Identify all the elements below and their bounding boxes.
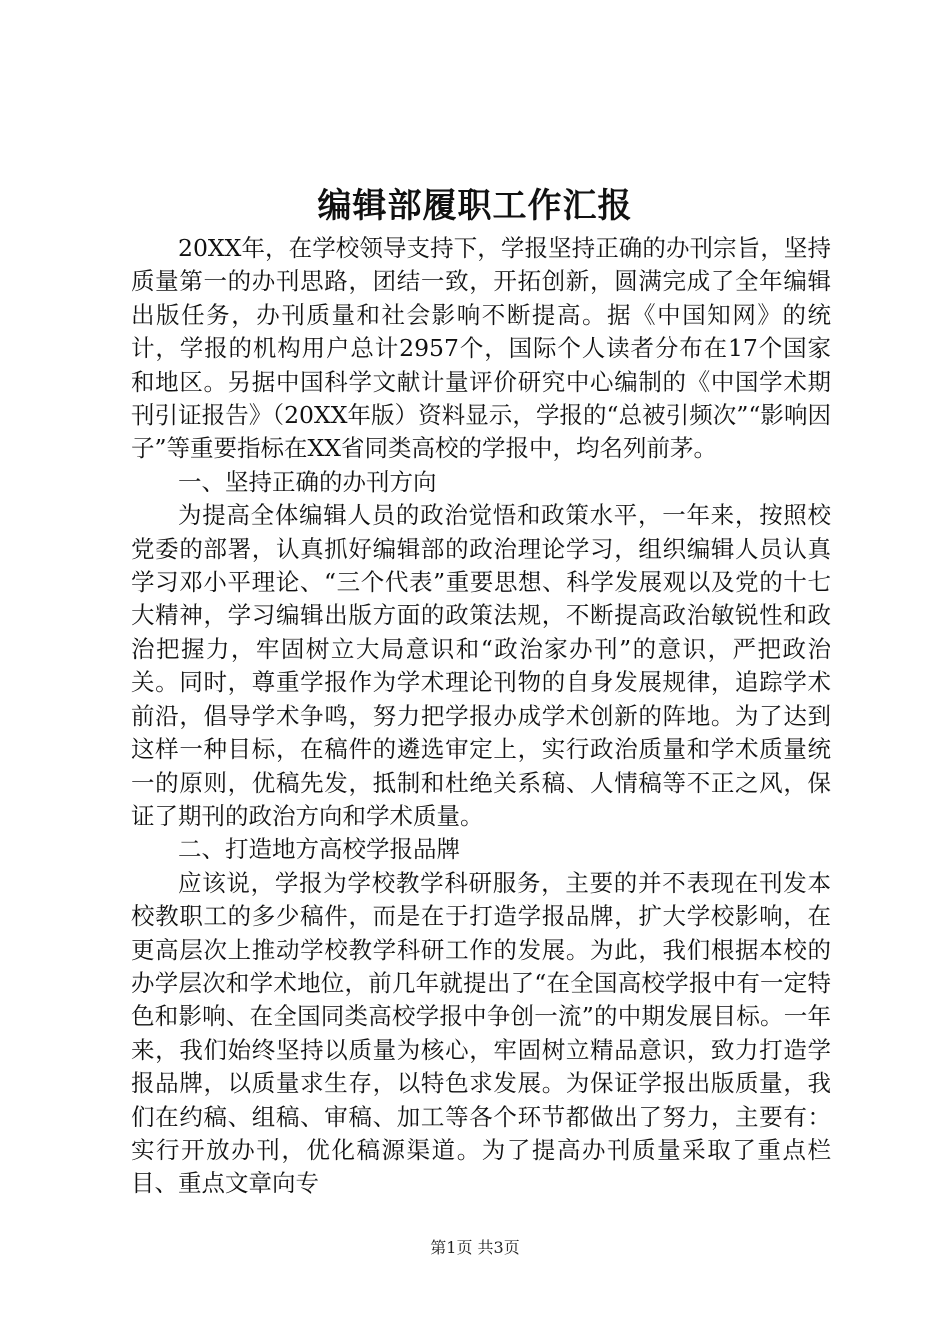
section-heading-1: 一、坚持正确的办刊方向: [178, 467, 437, 496]
page-title: 编辑部履职工作汇报: [317, 186, 633, 226]
section-heading-2: 二、打造地方高校学报品牌: [178, 835, 460, 864]
section-2-paragraph: 应该说，学报为学校教学科研服务，主要的并不表现在刊发本校教职工的多少稿件，而是在于打造学报品牌，扩大学校影响，在更高层次上推动学校教学科研工作的发展。为此，我们根据本校的办学层次和学术地位，前几年就提出了“在全国高校学报中有一定特色和影响、在全国同类高校学报中争创一流”的中期发展目标。一年来，我们始终坚持以质量为核心，牢固树立精品意识，致力打造学报品牌，以质量求生存，以特色求发展。为保证学报出版质量，我们在约稿、组稿、审稿、加工等各个环节都做出了努力，主要有：实行开放办刊，优化稿源渠道。为了提高办刊质量采取了重点栏目、重点文章向专: [131, 868, 831, 1198]
section-1-paragraph: 为提高全体编辑人员的政治觉悟和政策水平，一年来，按照校党委的部署，认真抓好编辑部的政治理论学习，组织编辑人员认真学习邓小平理论、“三个代表”重要思想、科学发展观以及党的十七大精神，学习编辑出版方面的政策法规，不断提高政治敏锐性和政治把握力，牢固树立大局意识和“政治家办刊”的意识，严把政治关。同时，尊重学报作为学术理论刊物的自身发展规律，追踪学术前沿，倡导学术争鸣，努力把学报办成学术创新的阵地。为了达到这样一种目标，在稿件的遴选审定上，实行政治质量和学术质量统一的原则，优稿先发，抵制和杜绝关系稿、人情稿等不正之风，保证了期刊的政治方向和学术质量。: [131, 501, 831, 830]
intro-paragraph: 20XX年，在学校领导支持下，学报坚持正确的办刊宗旨，坚持质量第一的办刊思路，团结一致，开拓创新，圆满完成了全年编辑出版任务，办刊质量和社会影响不断提高。据《中国知网》的统计，学报的机构用户总计2957个，国际个人读者分布在17个国家和地区。另据中国科学文献计量评价研究中心编制的《中国学术期刊引证报告》（20XX年版）资料显示，学报的“总被引频次”“影响因子”等重要指标在XX省同类高校的学报中，均名列前茅。: [131, 234, 831, 463]
document-body: [131, 232, 831, 1201]
page-footer: 第1页 共3页: [430, 1238, 520, 1257]
